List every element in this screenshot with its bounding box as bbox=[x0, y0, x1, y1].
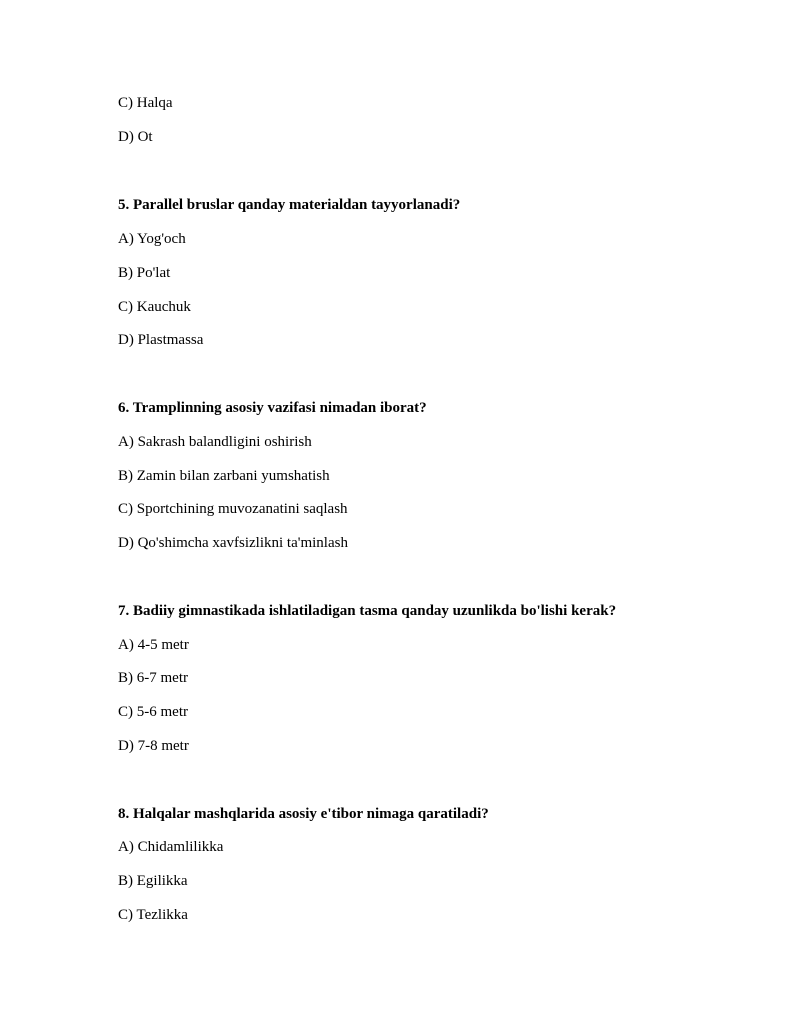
question-7: 7. Badiiy gimnastikada ishlatiladigan tasma qanday uzunlikda bo'lishi kerak? bbox=[118, 603, 617, 619]
q7-option-d: D) 7-8 metr bbox=[118, 738, 189, 754]
q6-option-d: D) Qo'shimcha xavfsizlikni ta'minlash bbox=[118, 535, 348, 551]
option-c-prev: C) Halqa bbox=[118, 95, 173, 111]
q8-option-b: B) Egilikka bbox=[118, 873, 188, 889]
option-d-prev: D) Ot bbox=[118, 129, 153, 145]
q6-option-b: B) Zamin bilan zarbani yumshatish bbox=[118, 468, 330, 484]
q5-option-b: B) Po'lat bbox=[118, 265, 171, 281]
q7-option-a: A) 4-5 metr bbox=[118, 637, 189, 653]
q7-option-b: B) 6-7 metr bbox=[118, 670, 188, 686]
question-5: 5. Parallel bruslar qanday materialdan tayyorlanadi? bbox=[118, 197, 461, 213]
q8-option-a: A) Chidamlilikka bbox=[118, 839, 224, 855]
q6-option-a: A) Sakrash balandligini oshirish bbox=[118, 434, 312, 450]
q6-option-c: C) Sportchining muvozanatini saqlash bbox=[118, 501, 348, 517]
question-6: 6. Tramplinning asosiy vazifasi nimadan iborat? bbox=[118, 400, 427, 416]
q5-option-a: A) Yog'och bbox=[118, 231, 186, 247]
q5-option-c: C) Kauchuk bbox=[118, 299, 191, 315]
q8-option-c: C) Tezlikka bbox=[118, 907, 188, 923]
q5-option-d: D) Plastmassa bbox=[118, 332, 204, 348]
q7-option-c: C) 5-6 metr bbox=[118, 704, 188, 720]
question-8: 8. Halqalar mashqlarida asosiy e'tibor nimaga qaratiladi? bbox=[118, 806, 489, 822]
